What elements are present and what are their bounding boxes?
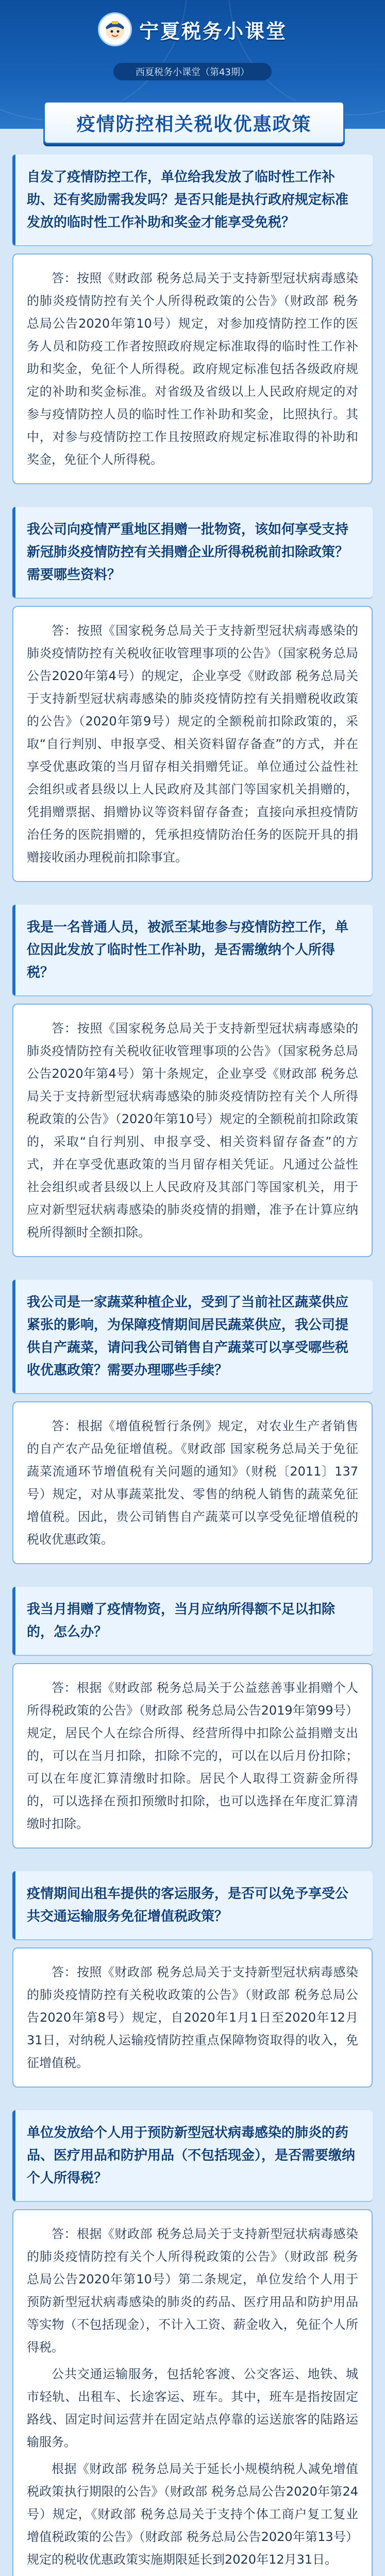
qa-item — [12, 905, 373, 1257]
question-box — [12, 1280, 373, 1393]
answer-box — [12, 1401, 373, 1564]
brand-row — [0, 12, 385, 46]
answer-paragraph: 公共交通运输服务，包括轮客渡、公交客运、地铁、城市轻轨、出租车、长途客运、班车。其中，班车是指按固定路线、固定时间运营并在固定站点停靠的运送旅客的陆路运输服务。 — [27, 2367, 358, 2449]
qa-list — [0, 155, 385, 2576]
page-title: 疫情防控相关税收优惠政策 — [76, 113, 312, 135]
answer-box — [12, 1663, 373, 1849]
answer-paragraph: 答：按照《财政部 税务总局关于支持新型冠状病毒感染的肺炎疫情防控有关个人所得税政策的公告》（财政部 税务总局公告2020年第10号）规定，对参加疫情防控工作的医务人员和防疫工作者按照政府规定标准取得的临时性工作补助和奖金，免征个人所得税。政府规定标准包括各级政府规定的补助和奖金标准。对省级及省级以上人民政府规定的对参与疫情防控人员的临时性工作补助和奖金，比照执行。其中，对参与疫情防控工作且按照政府规定标准取得的补助和奖金，免征个人所得税。 — [27, 271, 358, 467]
answer-box — [12, 606, 373, 882]
answer-box — [12, 2209, 373, 2576]
question-box — [12, 905, 373, 995]
question-box — [12, 2110, 373, 2201]
title-banner — [43, 101, 345, 144]
answer-paragraph: 答：按照《国家税务总局关于支持新型冠状病毒感染的肺炎疫情防控有关税收征收管理事项的公告》（国家税务总局公告2020年第4号）第十条规定，企业享受《财政部 税务总局关于支持新型冠状病毒感染的肺炎疫情防控有关个人所得税政策的公告》（2020年第10号）规定的全额税前扣除政策的，采取“自行判别、申报享受、相关资料留存备查”的方式，并在享受优惠政策的当月留存相关凭证。凡通过公益性社会组织或者县级以上人民政府及其部门等国家机关，用于应对新型冠状病毒感染的肺炎疫情的捐赠，准予在计算应纳税所得额时全额扣除。 — [27, 1021, 358, 1240]
question-box — [12, 1587, 373, 1655]
answer-paragraph: 答：根据《财政部 税务总局关于支持新型冠状病毒感染的肺炎疫情防控有关个人所得税政策的公告》（财政部 税务总局公告2020年第10号）第二条规定，单位发给个人用于预防新型冠状病毒感染的肺炎的药品、医疗用品和防护用品等实物（不包括现金），不计入工资、薪金收入，免征个人所得税。 — [27, 2227, 358, 2354]
answer-box — [12, 1004, 373, 1257]
question-text: 我当月捐赠了疫情物资，当月应纳所得额不足以扣除的，怎么办？ — [27, 1602, 336, 1640]
question-text: 单位发放给个人用于预防新型冠状病毒感染的肺炎的药品、医疗用品和防护用品（不包括现金），是否需要缴纳个人所得税？ — [27, 2125, 356, 2186]
brand-title: 宁夏税务小课堂 — [139, 20, 287, 43]
issue-label: 西夏税务小课堂（第43期） — [113, 63, 272, 80]
question-text: 我公司向疫情严重地区捐赠一批物资，该如何享受支持新冠肺炎疫情防控有关捐赠企业所得税税前扣除政策？需要哪些资料？ — [27, 522, 349, 583]
qa-item — [12, 1280, 373, 1564]
question-text: 我是一名普通人员，被派至某地参与疫情防控工作，单位因此发放了临时性工作补助，是否需缴纳个人所得税？ — [27, 920, 349, 980]
qa-item — [12, 1871, 373, 2088]
answer-paragraph: 答：根据《增值税暂行条例》规定，对农业生产者销售的自产农产品免征增值税。《财政部 国家税务总局关于免征蔬菜流通环节增值税有关问题的通知》（财税〔2011〕137号）规定，对从事蔬菜批发、零售的纳税人销售的蔬菜免征增值税。因此，贵公司销售自产蔬菜可以享受免征增值税的税收优惠政策。 — [27, 1419, 358, 1547]
question-box — [12, 1871, 373, 1939]
answer-paragraph: 根据《财政部 税务总局关于延长小规模纳税人减免增值税政策执行期限的公告》（财政部 税务总局公告2020年第24号）规定，《财政部 税务总局关于支持个体工商户复工复业增值税政策的公告》（财政部 税务总局公告2020年第13号）规定的税收优惠政策实施期限延长到2020年12月31日。 — [27, 2462, 358, 2567]
qa-item — [12, 2110, 373, 2576]
question-box — [12, 155, 373, 245]
answer-paragraph: 答：根据《财政部 税务总局关于公益慈善事业捐赠个人所得税政策的公告》（财政部 税务总局公告2019年第99号）规定，居民个人在综合所得、经营所得中扣除公益捐赠支出的，可以在当月扣除，扣除不完的，可以在以后月份扣除；可以在年度汇算清缴时扣除。居民个人取得工资薪金所得的，可以选择在预扣预缴时扣除，也可以选择在年度汇算清缴时扣除。 — [27, 1681, 358, 1831]
qa-item — [12, 507, 373, 882]
question-text: 自发了疫情防控工作，单位给我发放了临时性工作补助、还有奖励需我发吗？是否只能是执行政府规定标准发放的临时性工作补助和奖金才能享受免税？ — [27, 170, 349, 230]
answer-box — [12, 1947, 373, 2088]
mascot-logo-icon — [98, 12, 132, 46]
answer-paragraph: 答：按照《国家税务总局关于支持新型冠状病毒感染的肺炎疫情防控有关税收征收管理事项的公告》（国家税务总局公告2020年第4号）的规定，企业享受《财政部 税务总局关于支持新型冠状病毒感染的肺炎疫情防控有关捐赠税收政策的公告》（2020年第9号）规定的全额税前扣除政策的，采取“自行判别、申报享受、相关资料留存备查”的方式，并在享受优惠政策的当月留存相关捐赠凭证。单位通过公益性社会组织或者县级以上人民政府及其部门等国家机关捐赠的，凭捐赠票据、捐赠协议等资料留存备查；直接向承担疫情防治任务的医院捐赠的，凭承担疫情防治任务的医院开具的捐赠接收函办理税前扣除事宜。 — [27, 623, 358, 865]
question-text: 疫情期间出租车提供的客运服务，是否可以免予享受公共交通运输服务免征增值税政策？ — [27, 1886, 349, 1924]
answer-box — [12, 253, 373, 484]
question-box — [12, 507, 373, 598]
answer-paragraph: 答：按照《财政部 税务总局关于支持新型冠状病毒感染的肺炎疫情防控有关税收政策的公告》（财政部 税务总局公告2020年第8号）规定，自2020年1月1日至2020年12月31日，对纳税人运输疫情防控重点保障物资取得的收入，免征增值税。 — [27, 1965, 358, 2070]
question-text: 我公司是一家蔬菜种植企业，受到了当前社区蔬菜供应紧张的影响，为保障疫情期间居民蔬菜供应，我公司提供自产蔬菜，请问我公司销售自产蔬菜可以享受哪些税收优惠政策？需要办理哪些手续？ — [27, 1295, 349, 1378]
qa-item — [12, 1587, 373, 1849]
qa-item — [12, 155, 373, 484]
